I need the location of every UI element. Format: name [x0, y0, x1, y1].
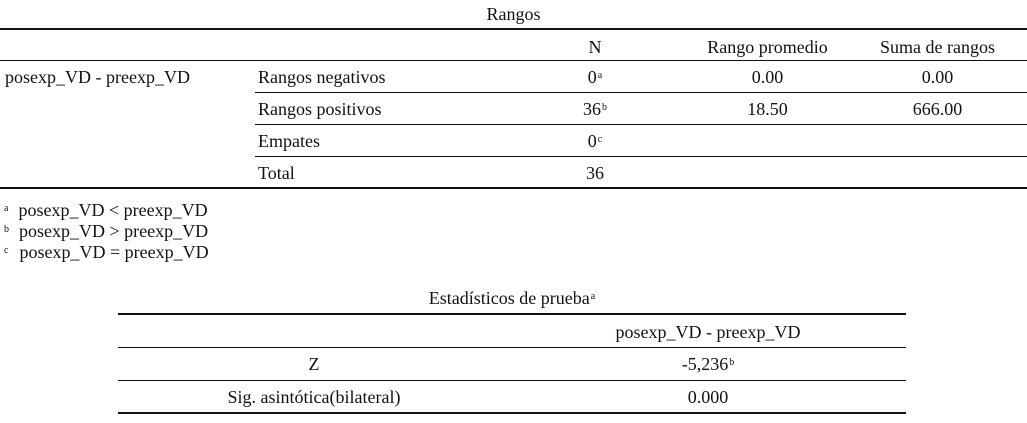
row-n: 36$^b$ — [583, 99, 607, 119]
footnote: $^a$ posexp_VD < preexp_VD — [4, 200, 208, 220]
row-label-total: Total — [258, 163, 295, 183]
row-divider — [255, 124, 1027, 125]
header-suma-rangos: Suma de rangos — [880, 37, 995, 57]
row-label: Empates — [258, 131, 320, 151]
row-divider — [255, 92, 1027, 93]
estadisticos-top-rule — [118, 313, 906, 315]
estadisticos-title: Estadísticos de prueba$^a$ — [428, 288, 596, 308]
estadisticos-header-rule — [118, 347, 906, 348]
rangos-title: Rangos — [486, 4, 541, 24]
row-n: 0$^c$ — [587, 131, 603, 151]
estadisticos-bottom-rule — [118, 412, 906, 414]
header-n: N — [588, 37, 602, 57]
row-n-total: 36 — [586, 163, 604, 183]
variable-label: posexp_VD - preexp_VD — [5, 67, 190, 87]
estadisticos-column-header: posexp_VD - preexp_VD — [615, 322, 801, 342]
row-n: 0$^a$ — [587, 67, 603, 87]
footnote: $^b$ posexp_VD > preexp_VD — [4, 221, 209, 241]
rangos-top-rule — [0, 28, 1027, 30]
stat-divider — [118, 380, 906, 381]
row-suma: 0.00 — [921, 67, 954, 87]
row-rango-promedio: 0.00 — [751, 67, 784, 87]
stat-label-z: Z — [308, 354, 320, 374]
row-label: Rangos positivos — [258, 99, 382, 119]
stat-value-z: -5,236$^b$ — [681, 354, 735, 374]
rangos-bottom-rule — [0, 187, 1027, 189]
stat-value-sig: 0.000 — [687, 387, 729, 407]
row-divider — [255, 156, 1027, 157]
footnote: $^c$ posexp_VD = preexp_VD — [4, 242, 209, 262]
header-rango-promedio: Rango promedio — [707, 37, 828, 57]
stat-label-sig: Sig. asintótica(bilateral) — [227, 387, 401, 407]
row-rango-promedio: 18.50 — [747, 99, 788, 119]
rangos-header-rule — [0, 60, 1027, 61]
row-label: Rangos negativos — [258, 67, 386, 87]
row-suma: 666.00 — [912, 99, 963, 119]
